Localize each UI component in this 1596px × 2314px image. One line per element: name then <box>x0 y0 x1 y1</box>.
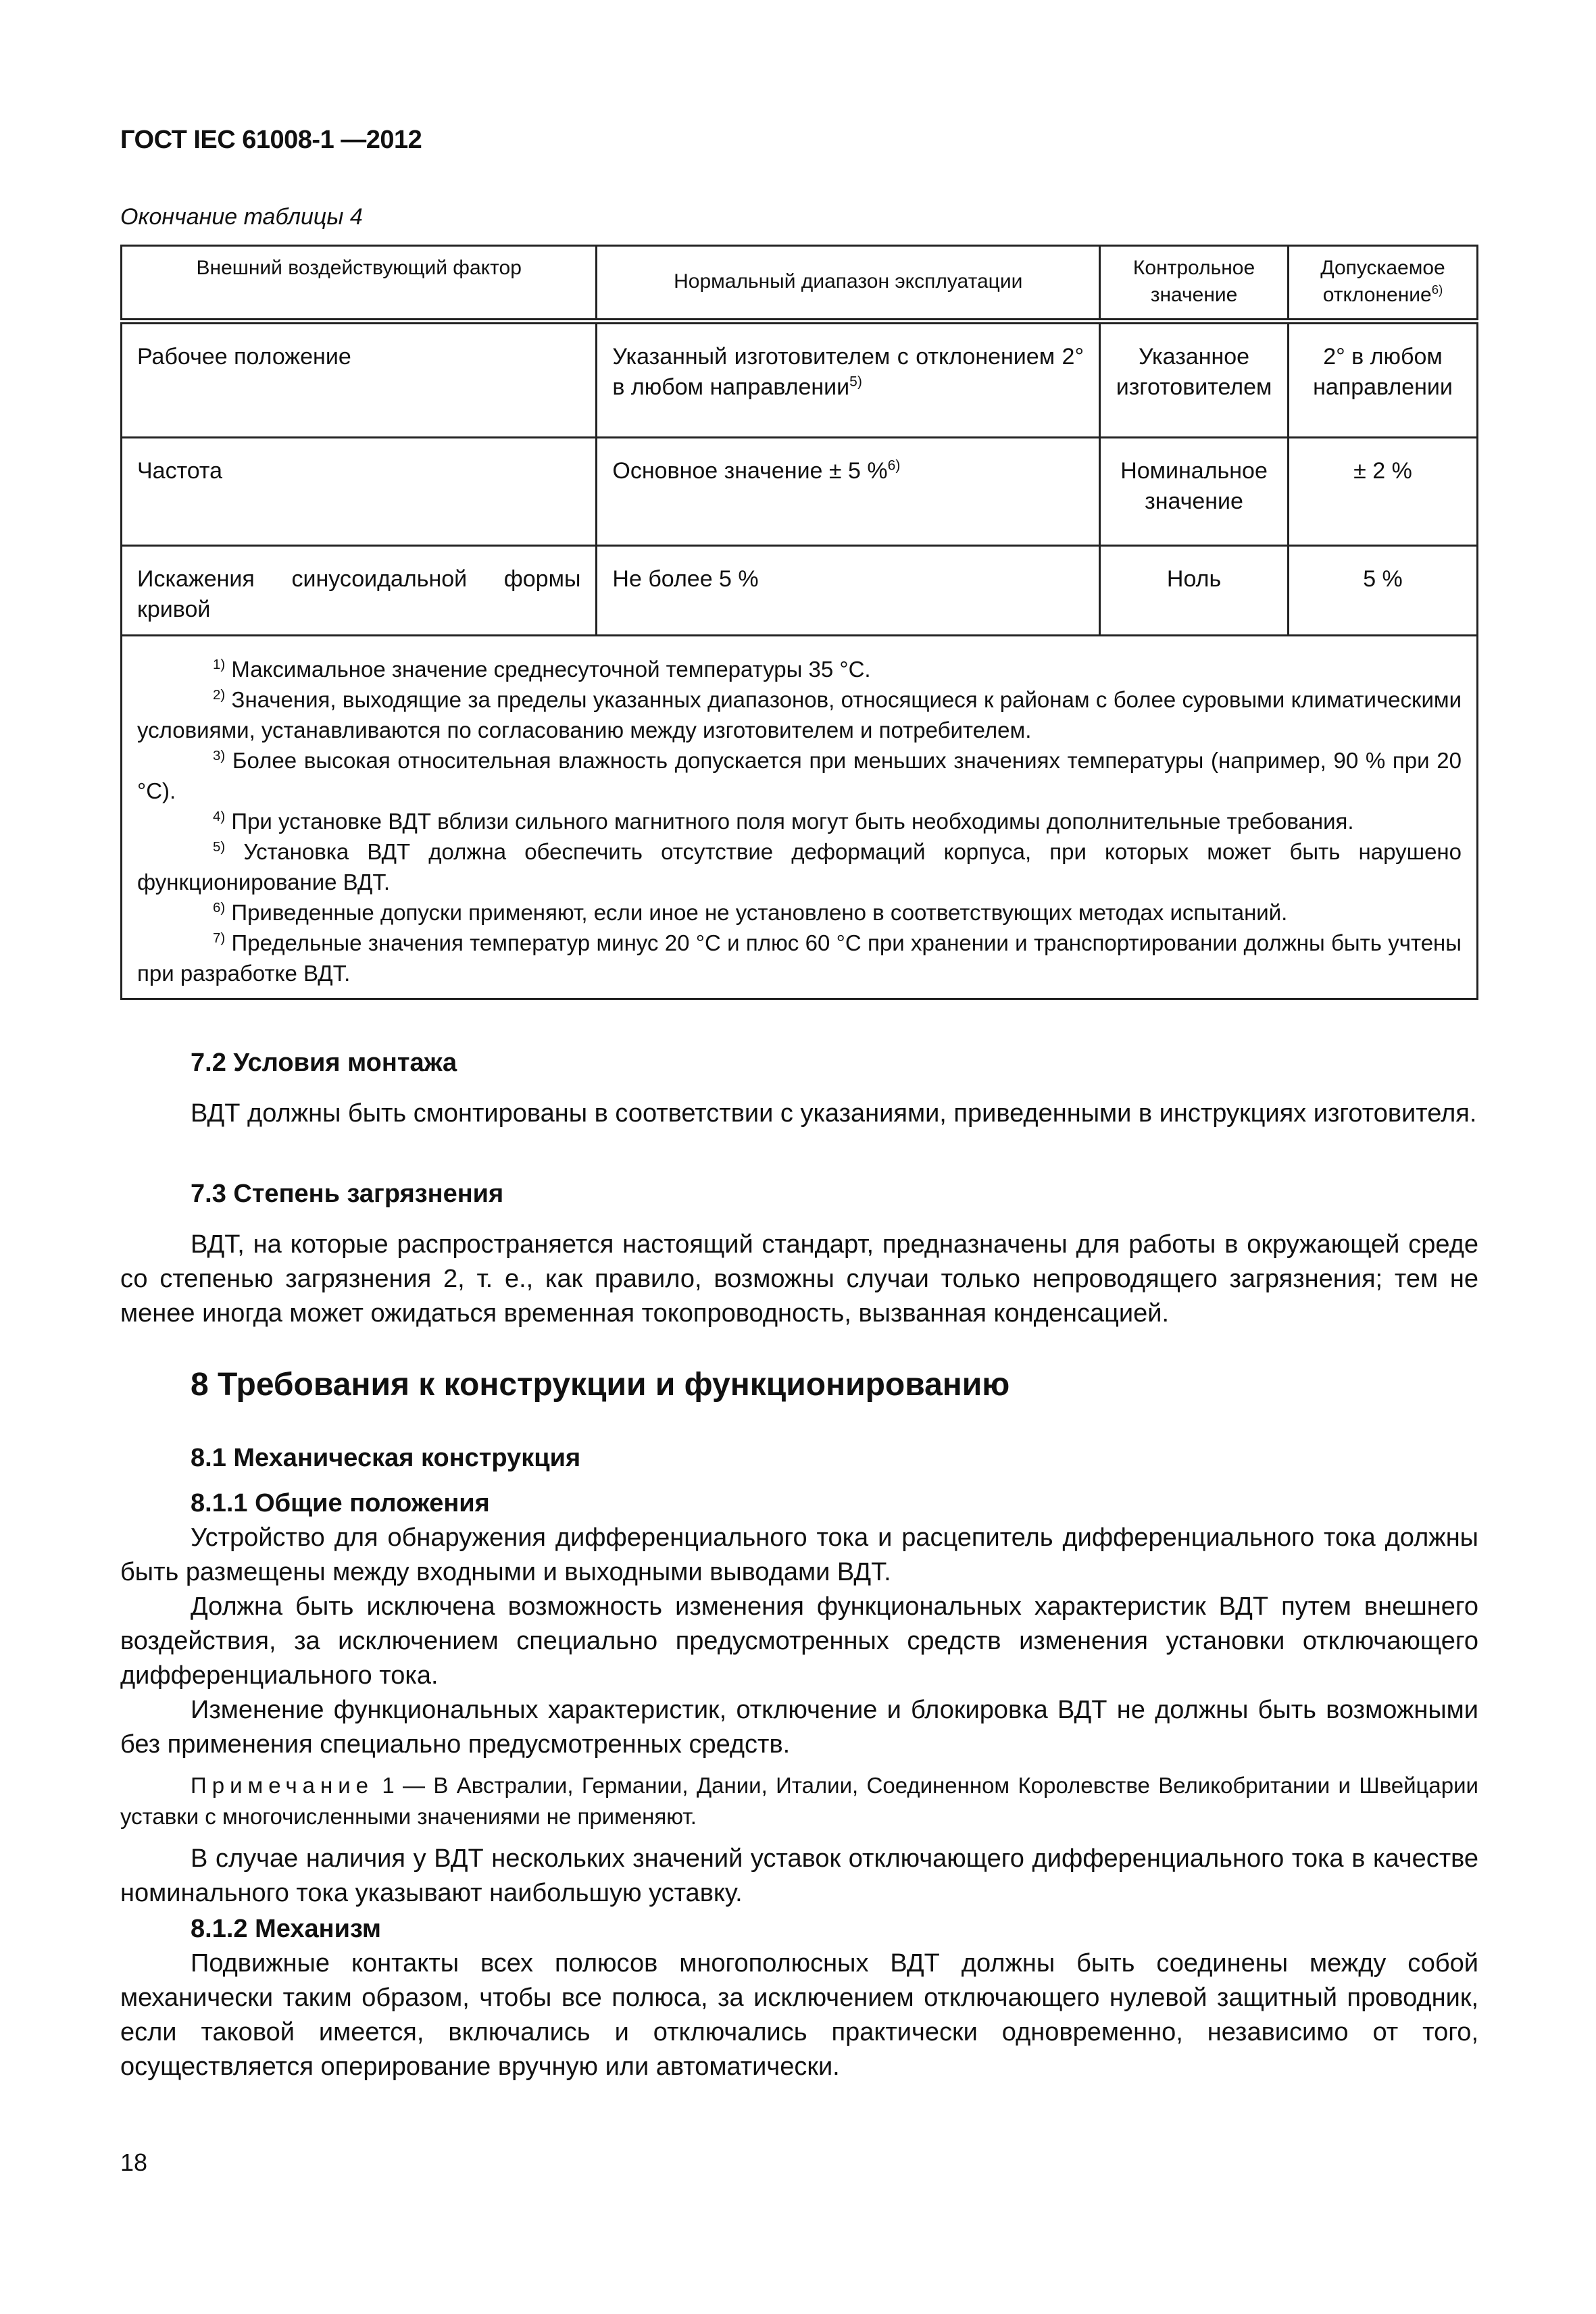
footnote: $^{2)}$ Значения, выходящие за пределы указанных диапазонов, относящиеся к районам с более суровыми климатическими условиями, устанавливаются по согласованию между изготовителем и потребителем. <box>137 687 1462 743</box>
footnote: $^{1)}$ Максимальное значение среднесуточной температуры 35 °C. <box>213 657 871 682</box>
standard-header: ГОСТ IEC 61008-1 —2012 <box>120 126 422 154</box>
cell-tolerance: 2° в любом направлении <box>1289 322 1478 438</box>
cell-factor: Рабочее положение <box>122 322 597 438</box>
footnote: $^{6)}$ Приведенные допуски применяют, если иное не установлено в соответствующих методах испытаний. <box>213 900 1288 925</box>
cell-range: Основное значение ± 5 %$^{6)}$ <box>597 438 1100 546</box>
table-header-row <box>122 246 1478 322</box>
footnotes-row <box>122 636 1478 999</box>
section-7-2 <box>120 1046 1478 1131</box>
table-footnotes <box>122 636 1478 999</box>
cell-factor: Частота <box>122 438 597 546</box>
table-row <box>122 322 1478 438</box>
footnote: $^{4)}$ При установке ВДТ вблизи сильного магнитного поля могут быть необходимы дополнительные требования. <box>213 809 1354 834</box>
section-7-3 <box>120 1177 1478 1331</box>
section-heading: 7.2 Условия монтажа <box>191 1049 457 1077</box>
section-8-1 <box>120 1441 1478 1476</box>
paragraph: ВДТ, на которые распространяется настоящий стандарт, предназначены для работы в окружающей среде со степенью загрязнения 2, т. е., как правило, возможны случаи только непроводящего загрязнения; тем не менее иногда может ожидаться временная токопроводность, вызванная конденсацией. <box>120 1230 1478 1328</box>
section-heading: 8.1 Механическая конструкция <box>191 1444 581 1472</box>
paragraph: ВДТ должны быть смонтированы в соответствии с указаниями, приведенными в инструкциях изготовителя. <box>191 1099 1477 1128</box>
section-heading: 8.1.1 Общие положения <box>191 1489 490 1517</box>
footnote: $^{3)}$ Более высокая относительная влажность допускается при меньших значениях температуры (например, 90 % при 20 °C). <box>137 748 1462 803</box>
table-row <box>122 546 1478 636</box>
table-row <box>122 438 1478 546</box>
section-heading: 8.1.2 Механизм <box>191 1915 381 1943</box>
cell-reference: Ноль <box>1100 546 1289 636</box>
paragraph: Должна быть исключена возможность изменения функциональных характеристик ВДТ путем внешнего воздействия, за исключением специально предусмотренных средств изменения установки отключающего дифференциального тока. <box>120 1592 1478 1690</box>
cell-range: Указанный изготовителем с отклонением 2° в любом направлении$^{5)}$ <box>597 322 1100 438</box>
section-8-1-1 <box>120 1486 1478 1911</box>
paragraph: Изменение функциональных характеристик, отключение и блокировка ВДТ не должны быть возможными без применения специально предусмотренных средств. <box>120 1696 1478 1759</box>
footnote: $^{7)}$ Предельные значения температур минус 20 °C и плюс 60 °C при хранении и транспортировании должны быть учтены при разработке ВДТ. <box>137 930 1462 986</box>
paragraph: В случае наличия у ВДТ нескольких значений уставок отключающего дифференциального тока в качестве номинального тока указывают наибольшую уставку. <box>120 1844 1478 1907</box>
cell-reference: Номинальное значение <box>1100 438 1289 546</box>
cell-tolerance: ± 2 % <box>1289 438 1478 546</box>
page-number: 18 <box>120 2148 148 2176</box>
cell-tolerance: 5 % <box>1289 546 1478 636</box>
paragraph: Устройство для обнаружения дифференциального тока и расцепитель дифференциального тока должны быть размещены между входными и выходными выводами ВДТ. <box>120 1524 1478 1586</box>
header-factor: Внешний воздействующий фактор <box>122 246 597 322</box>
note: Примечание 1 — В Австралии, Германии, Дании, Италии, Соединенном Королевстве Великобритании и Швейцарии уставки с многочисленными значениями не применяют. <box>120 1773 1478 1829</box>
table-4 <box>120 245 1478 1000</box>
section-8-1-2 <box>120 1912 1478 2084</box>
cell-factor: Искажения синусоидальной формы кривой <box>122 546 597 636</box>
header-reference: Контрольное значение <box>1100 246 1289 322</box>
table-caption: Окончание таблицы 4 <box>120 204 363 230</box>
section-8 <box>120 1367 1478 1402</box>
section-heading: 7.3 Степень загрязнения <box>191 1180 504 1208</box>
header-tolerance: Допускаемое отклонение$^{6)}$ <box>1289 246 1478 322</box>
header-range: Нормальный диапазон эксплуатации <box>597 246 1100 322</box>
footnote: $^{5)}$ Установка ВДТ должна обеспечить отсутствие деформаций корпуса, при которых может быть нарушено функционирование ВДТ. <box>137 839 1462 895</box>
paragraph: Подвижные контакты всех полюсов многополюсных ВДТ должны быть соединены между собой механически таким образом, чтобы все полюса, за исключением отключающего нулевой защитный проводник, если таковой имеется, включались и отключались практически одновременно, независимо от того, осуществляется оперирование вручную или автоматически. <box>120 1949 1478 2081</box>
cell-reference: Указанное изготовителем <box>1100 322 1289 438</box>
chapter-heading: 8 Требования к конструкции и функционированию <box>191 1367 1010 1403</box>
note-label: Примечание <box>191 1773 374 1798</box>
cell-range: Не более 5 % <box>597 546 1100 636</box>
